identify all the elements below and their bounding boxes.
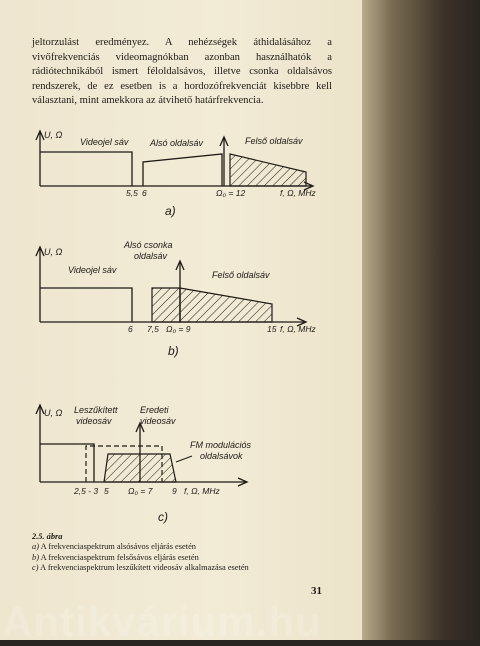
figure-c-tick3: 9 (172, 486, 177, 496)
figure-b-carrier: Ω₀ = 9 (166, 324, 191, 334)
watermark: Antikvárium.hu (2, 598, 322, 645)
figure-b-tick3: 15 (267, 324, 277, 334)
figure-b-vsb-label2: oldalsáv (134, 251, 168, 261)
figure-a-lower-label: Alsó oldalsáv (150, 138, 204, 148)
figure-a-tick2: 6 (142, 188, 147, 198)
figure-c-carrier: Ω₀ = 7 (128, 486, 153, 496)
figure-c-xlabel: f, Ω, MHz (184, 486, 220, 496)
figure-c-orig-label1: Eredeti (140, 405, 169, 415)
figure-a-carrier: Ω₀ = 12 (216, 188, 246, 198)
figure-c-fm-sidebands (104, 454, 176, 482)
body-paragraph: jeltorzulást eredményez. A nehézségek áthidalásához a vivőfrekvenciás videomagnókban azonban használhatók a rádiótechnikából ismert féloldalsávos, illetve csonka oldalsávos rendszerek, de ez esetben is a hordozófrekvenciát kisebbre kell választani, mint amekkora az átvihető határfrekvencia. (32, 37, 332, 106)
page-number: 31 (311, 585, 322, 597)
figure-b-upper-label: Felső oldalsáv (212, 270, 270, 280)
figure-b-ylabel: U, Ω (44, 247, 63, 257)
figure-c-fm-label1: FM modulációs (190, 440, 252, 450)
figure-c-reduced-label1: Leszűkített (74, 405, 118, 415)
figure-c-tick1: 2,5 - 3 (74, 486, 99, 496)
figure-c-tick2: 5 (104, 486, 109, 496)
figure-a-xlabel: f, Ω, MHz (280, 188, 316, 198)
figure-c-fm-label2: oldalsávok (200, 451, 243, 461)
figure-b-vsb-label1: Alsó csonka (124, 240, 173, 250)
figure-b-letter: b) (168, 344, 179, 358)
figure-b-video-label: Videojel sáv (68, 265, 117, 275)
figure-b-vsb (152, 288, 180, 322)
figure-a-letter: a) (165, 204, 176, 218)
figure-b-upper-sideband (180, 288, 272, 322)
figure-b-xlabel: f, Ω, MHz (280, 324, 316, 334)
figure-a-ylabel: U, Ω (44, 130, 63, 140)
figure-caption (32, 532, 342, 574)
figure-c-ylabel: U, Ω (44, 408, 63, 418)
figure-a-tick1: 5,5 (126, 188, 138, 198)
caption-item-c: c) A frekvenciaspektrum leszűkített videosáv alkalmazása esetén (32, 563, 249, 573)
figure-c-reduced-label2: videosáv (76, 416, 112, 426)
figure-a-upper-label: Felső oldalsáv (245, 136, 303, 146)
figure-b-tick2: 7,5 (147, 324, 159, 334)
caption-item-a: a) A frekvenciaspektrum alsósávos eljárás esetén (32, 542, 196, 552)
figure-a-video-band (40, 152, 132, 186)
caption-item-b: b) A frekvenciaspektrum felsősávos eljárás esetén (32, 552, 199, 562)
caption-title: 2.5. ábra (32, 532, 63, 541)
figure-b-video-band (40, 288, 132, 322)
figure-a-video-label: Videojel sáv (80, 137, 129, 147)
figure-b-tick1: 6 (128, 324, 133, 334)
figure-a-lower-sideband (143, 154, 222, 186)
book-gutter (362, 0, 480, 640)
figure-c-letter: c) (158, 510, 168, 524)
figure-a-upper-sideband (230, 154, 306, 186)
figure-c-orig-label2: videosáv (140, 416, 176, 426)
